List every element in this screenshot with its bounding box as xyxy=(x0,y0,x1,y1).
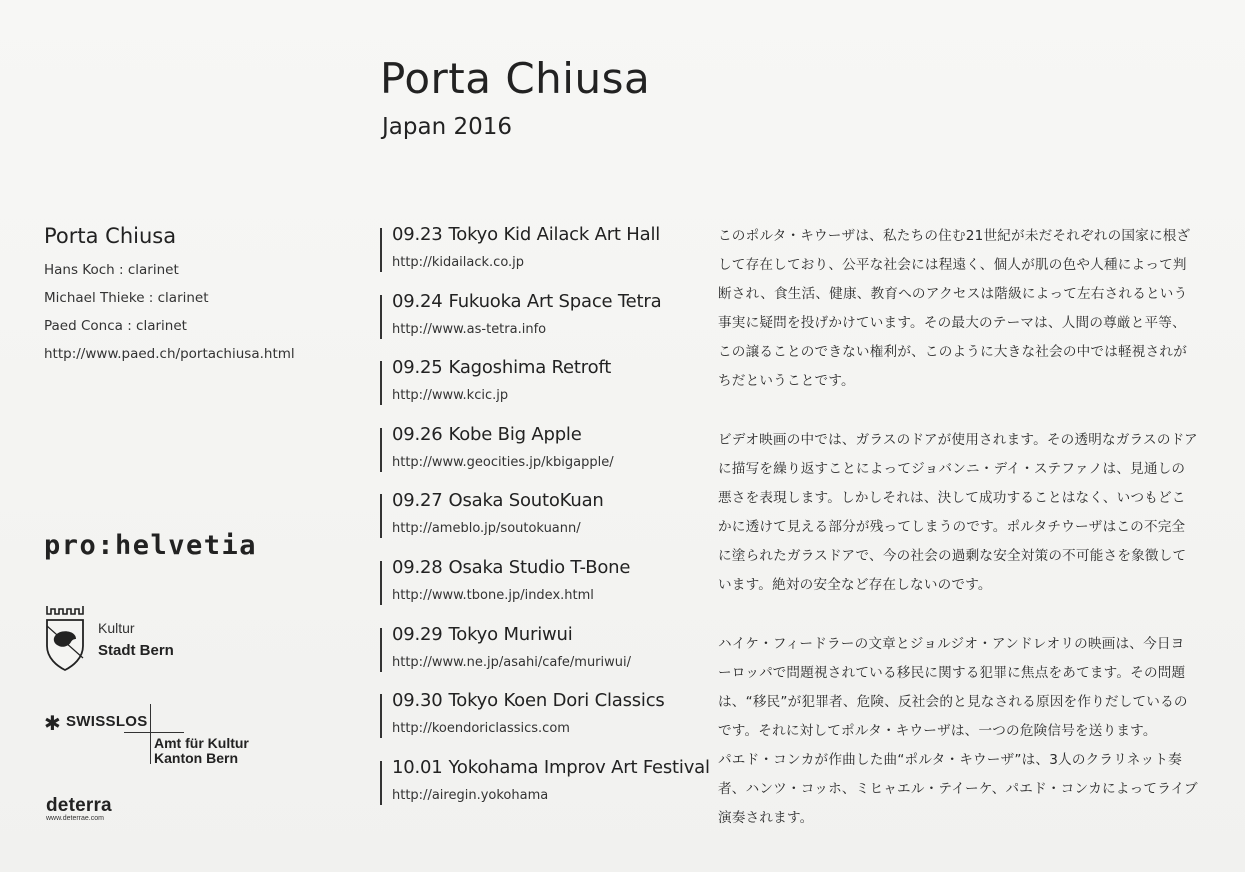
swisslos-kanton-label: Kanton Bern xyxy=(154,750,238,766)
prohelvetia-logo: pro:helvetia xyxy=(44,530,258,561)
event-date: 09.23 xyxy=(392,224,443,245)
description-japanese xyxy=(718,222,1198,863)
event-url-link[interactable]: http://koendoriclassics.com xyxy=(392,721,570,737)
event-venue: Yokohama Improv Art Festival xyxy=(448,756,710,778)
event-bar xyxy=(380,361,382,405)
band-info xyxy=(44,224,364,374)
event-venue: Tokyo Kid Ailack Art Hall xyxy=(448,224,661,245)
bern-stadt-label: Stadt Bern xyxy=(98,642,174,659)
deterra-url: www.deterrae.com xyxy=(46,815,104,822)
event-url-link[interactable]: http://www.kcic.jp xyxy=(392,388,509,404)
tour-schedule xyxy=(380,224,710,823)
swisslos-amt-label: Amt für Kultur xyxy=(154,735,249,751)
description-paragraph: ビデオ映画の中では、ガラスのドアが使用されます。その透明なガラスのドアに描写を繰り返すことによってジョバンニ・デイ・ステファノは、見通しの悪さを表現します。しかしそれは、決して成功することはなく、いつもどこかに透けて見える部分が残ってしまうのです。ポルタチウーザはこの不完全に塗られたガラスドアで、今の社会の過剰な安全対策の不可能さを象徴しています。絶対の安全など存在しないのです。 xyxy=(718,432,1198,593)
band-name: Porta Chiusa xyxy=(44,224,177,248)
band-url-link[interactable]: http://www.paed.ch/portachiusa.html xyxy=(44,346,295,362)
bern-crest-icon xyxy=(44,604,86,672)
event-venue: Kobe Big Apple xyxy=(448,423,582,445)
member-line: Paed Conca : clarinet xyxy=(44,318,187,334)
event-date: 09.28 xyxy=(392,556,443,578)
swisslos-divider-vertical xyxy=(150,704,151,764)
event-url-link[interactable]: http://www.geocities.jp/kbigapple/ xyxy=(392,454,614,470)
description-paragraph: このポルタ・キウーザは、私たちの住む21世紀が未だそれぞれの国家に根ざして存在しており、公平な社会には程遠く、個人が肌の色や人種によって判断され、食生活、健康、教育へのアクセスは階級によって左右されるという事実に疑問を投げかけています。その最大のテーマは、人間の尊厳と平等、この譲ることのできない権利が、このように大きな社会の中では軽視されがちだということです。 xyxy=(718,228,1191,389)
member-line: Michael Thieke : clarinet xyxy=(44,290,209,306)
event-date: 09.24 xyxy=(392,290,443,312)
event-item xyxy=(380,690,700,757)
swisslos-logo xyxy=(44,704,284,774)
event-item xyxy=(380,557,700,624)
event-bar xyxy=(380,561,382,605)
event-item xyxy=(380,490,700,557)
event-venue: Kagoshima Retroft xyxy=(448,357,612,379)
event-url-link[interactable]: http://www.as-tetra.info xyxy=(392,321,547,337)
event-date: 09.26 xyxy=(392,423,443,445)
event-bar xyxy=(380,628,382,672)
event-date: 09.27 xyxy=(392,490,443,512)
description-paragraph: ハイケ・フィードラーの文章とジョルジオ・アンドレオリの映画は、今日ヨーロッパで問題視されている移民に関する犯罪に焦点をあてます。その問題は、“移民”が犯罪者、危険、反社会的と見なされる原因を作りだしているのです。それに対してポルタ・キウーザは、一つの危険信号を送ります。 xyxy=(718,636,1188,739)
page-title: Porta Chiusa xyxy=(380,54,651,103)
event-venue: Osaka SoutoKuan xyxy=(448,490,604,512)
deterra-logo xyxy=(46,795,112,822)
event-venue: Fukuoka Art Space Tetra xyxy=(448,290,662,312)
event-date: 10.01 xyxy=(392,756,443,778)
event-date: 09.29 xyxy=(392,623,443,645)
event-item xyxy=(380,624,700,691)
description-paragraph: パエド・コンカが作曲した曲“ポルタ・キウーザ”は、3人のクラリネット奏者、ハンツ・コッホ、ミヒャエル・テイーケ、パエド・コンカによってライブ演奏されます。 xyxy=(718,752,1198,826)
event-bar xyxy=(380,228,382,272)
event-bar xyxy=(380,428,382,472)
event-bar xyxy=(380,694,382,738)
event-url-link[interactable]: http://airegin.yokohama xyxy=(392,787,549,803)
member-line: Hans Koch : clarinet xyxy=(44,262,179,278)
event-date: 09.30 xyxy=(392,690,443,712)
bern-kultur-label: Kultur xyxy=(98,620,135,636)
event-venue: Tokyo Koen Dori Classics xyxy=(448,690,665,712)
event-url-link[interactable]: http://kidailack.co.jp xyxy=(392,255,525,270)
event-item xyxy=(380,756,710,824)
stadt-bern-logo xyxy=(44,604,244,674)
event-venue: Osaka Studio T-Bone xyxy=(448,556,631,578)
deterra-brand: deterra xyxy=(46,795,112,816)
event-venue: Tokyo Muriwui xyxy=(448,623,573,645)
swisslos-divider-horizontal xyxy=(124,732,184,733)
event-bar xyxy=(380,295,382,339)
event-url-link[interactable]: http://www.ne.jp/asahi/cafe/muriwui/ xyxy=(392,654,632,670)
event-item xyxy=(380,291,700,358)
event-url-link[interactable]: http://www.tbone.jp/index.html xyxy=(392,587,594,603)
event-item xyxy=(380,357,700,424)
event-bar xyxy=(380,761,382,805)
swisslos-brand: SWISSLOS xyxy=(66,713,148,730)
swisslos-star-icon: ✱ xyxy=(44,713,61,735)
event-item xyxy=(380,424,700,491)
event-date: 09.25 xyxy=(392,357,443,379)
event-url-link[interactable]: http://ameblo.jp/soutokuann/ xyxy=(392,521,581,537)
event-bar xyxy=(380,494,382,538)
event-item xyxy=(380,224,700,291)
page-subtitle: Japan 2016 xyxy=(382,114,512,140)
